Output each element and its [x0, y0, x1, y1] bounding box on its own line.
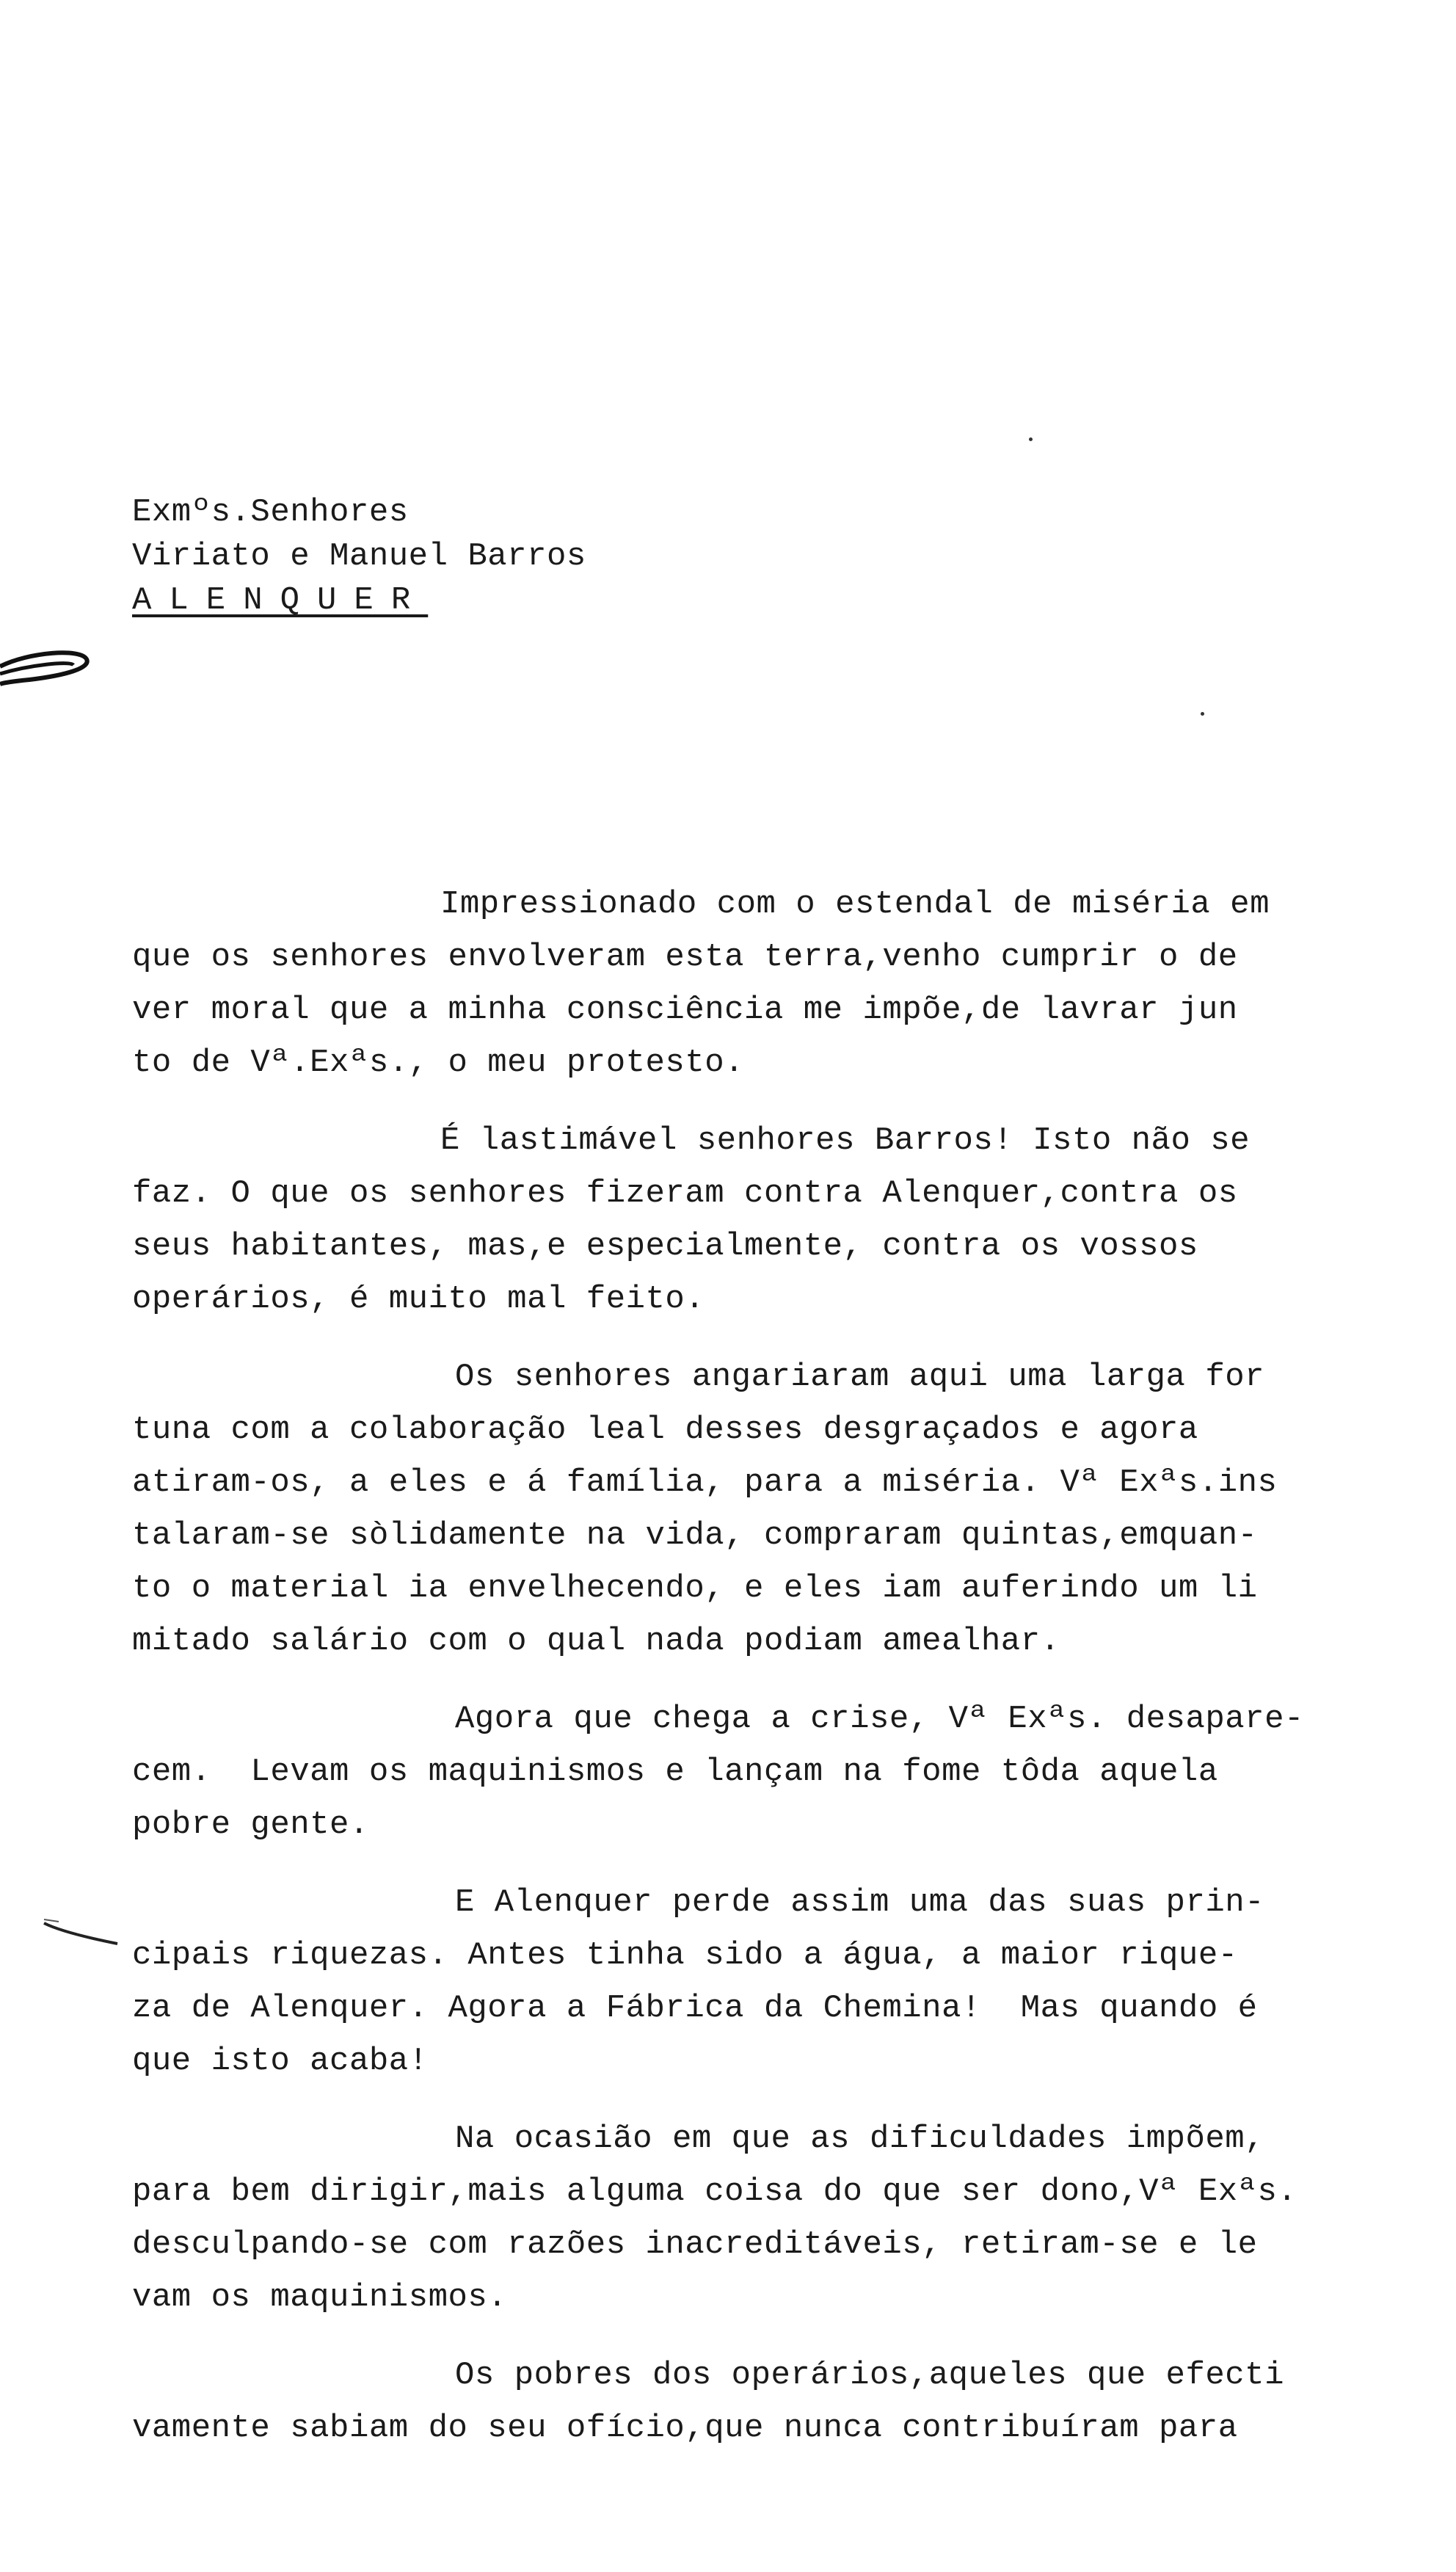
text-line: que isto acaba!: [132, 2043, 429, 2079]
text-line: to de Vª.Exªs., o meu protesto.: [132, 1045, 745, 1081]
recipient-address: [132, 490, 586, 622]
text-line: ver moral que a minha consciência me impõe,de lavrar jun: [132, 992, 1238, 1028]
paragraph-5: [132, 1876, 1372, 2088]
text-line: seus habitantes, mas,e especialmente, contra os vossos: [132, 1228, 1198, 1265]
text-line: Agora que chega a crise, Vª Exªs. desapare-: [455, 1701, 1304, 1737]
paragraph-7: [132, 2349, 1372, 2455]
text-line: za de Alenquer. Agora a Fábrica da Chemina! Mas quando é: [132, 1990, 1258, 2027]
text-line: pobre gente.: [132, 1806, 369, 1843]
paragraph-4: [132, 1693, 1372, 1851]
recipient-names: Viriato e Manuel Barros: [132, 538, 586, 575]
text-line: É lastimável senhores Barros! Isto não se: [440, 1122, 1251, 1159]
text-line: mitado salário com o qual nada podiam amealhar.: [132, 1623, 1060, 1660]
text-line: que os senhores envolveram esta terra,venho cumprir o de: [132, 939, 1238, 976]
paper-speck: [1029, 437, 1033, 441]
text-line: talaram-se sòlidamente na vida, compraram quintas,emquan-: [132, 1517, 1258, 1554]
text-line: tuna com a colaboração leal desses desgraçados e agora: [132, 1412, 1198, 1448]
text-line: desculpando-se com razões inacreditáveis, retiram-se e le: [132, 2226, 1258, 2263]
paragraph-2: [132, 1114, 1372, 1326]
text-line: Na ocasião em que as dificuldades impõem,: [455, 2121, 1265, 2157]
text-line: para bem dirigir,mais alguma coisa do que ser dono,Vª Exªs.: [132, 2173, 1297, 2210]
paragraph-3: [132, 1351, 1372, 1668]
margin-pen-mark: [37, 1908, 132, 1967]
paper-speck: [1201, 712, 1204, 716]
text-line: cem. Levam os maquinismos e lançam na fome tôda aquela: [132, 1754, 1218, 1790]
text-line: to o material ia envelhecendo, e eles iam auferindo um li: [132, 1570, 1258, 1607]
text-line: atiram-os, a eles e á família, para a miséria. Vª Exªs.ins: [132, 1464, 1278, 1501]
recipient-city: ALENQUER: [132, 582, 429, 619]
paragraph-6: [132, 2113, 1372, 2324]
text-line: Impressionado com o estendal de miséria em: [440, 886, 1270, 923]
text-line: E Alenquer perde assim uma das suas prin-: [455, 1884, 1265, 1921]
letter-body: [132, 878, 1372, 2480]
text-line: faz. O que os senhores fizeram contra Alenquer,contra os: [132, 1175, 1238, 1212]
text-line: vam os maquinismos.: [132, 2279, 508, 2316]
text-line: vamente sabiam do seu ofício,que nunca contribuíram para: [132, 2410, 1238, 2446]
recipient-salutation: Exmºs.Senhores: [132, 494, 409, 531]
text-line: operários, é muito mal feito.: [132, 1281, 705, 1318]
text-line: Os pobres dos operários,aqueles que efecti: [455, 2357, 1284, 2394]
text-line: Os senhores angariaram aqui uma larga for: [455, 1359, 1265, 1395]
text-line: cipais riquezas. Antes tinha sido a água, a maior rique-: [132, 1937, 1238, 1974]
paperclip-mark: [0, 637, 95, 696]
paragraph-1: [132, 878, 1372, 1089]
